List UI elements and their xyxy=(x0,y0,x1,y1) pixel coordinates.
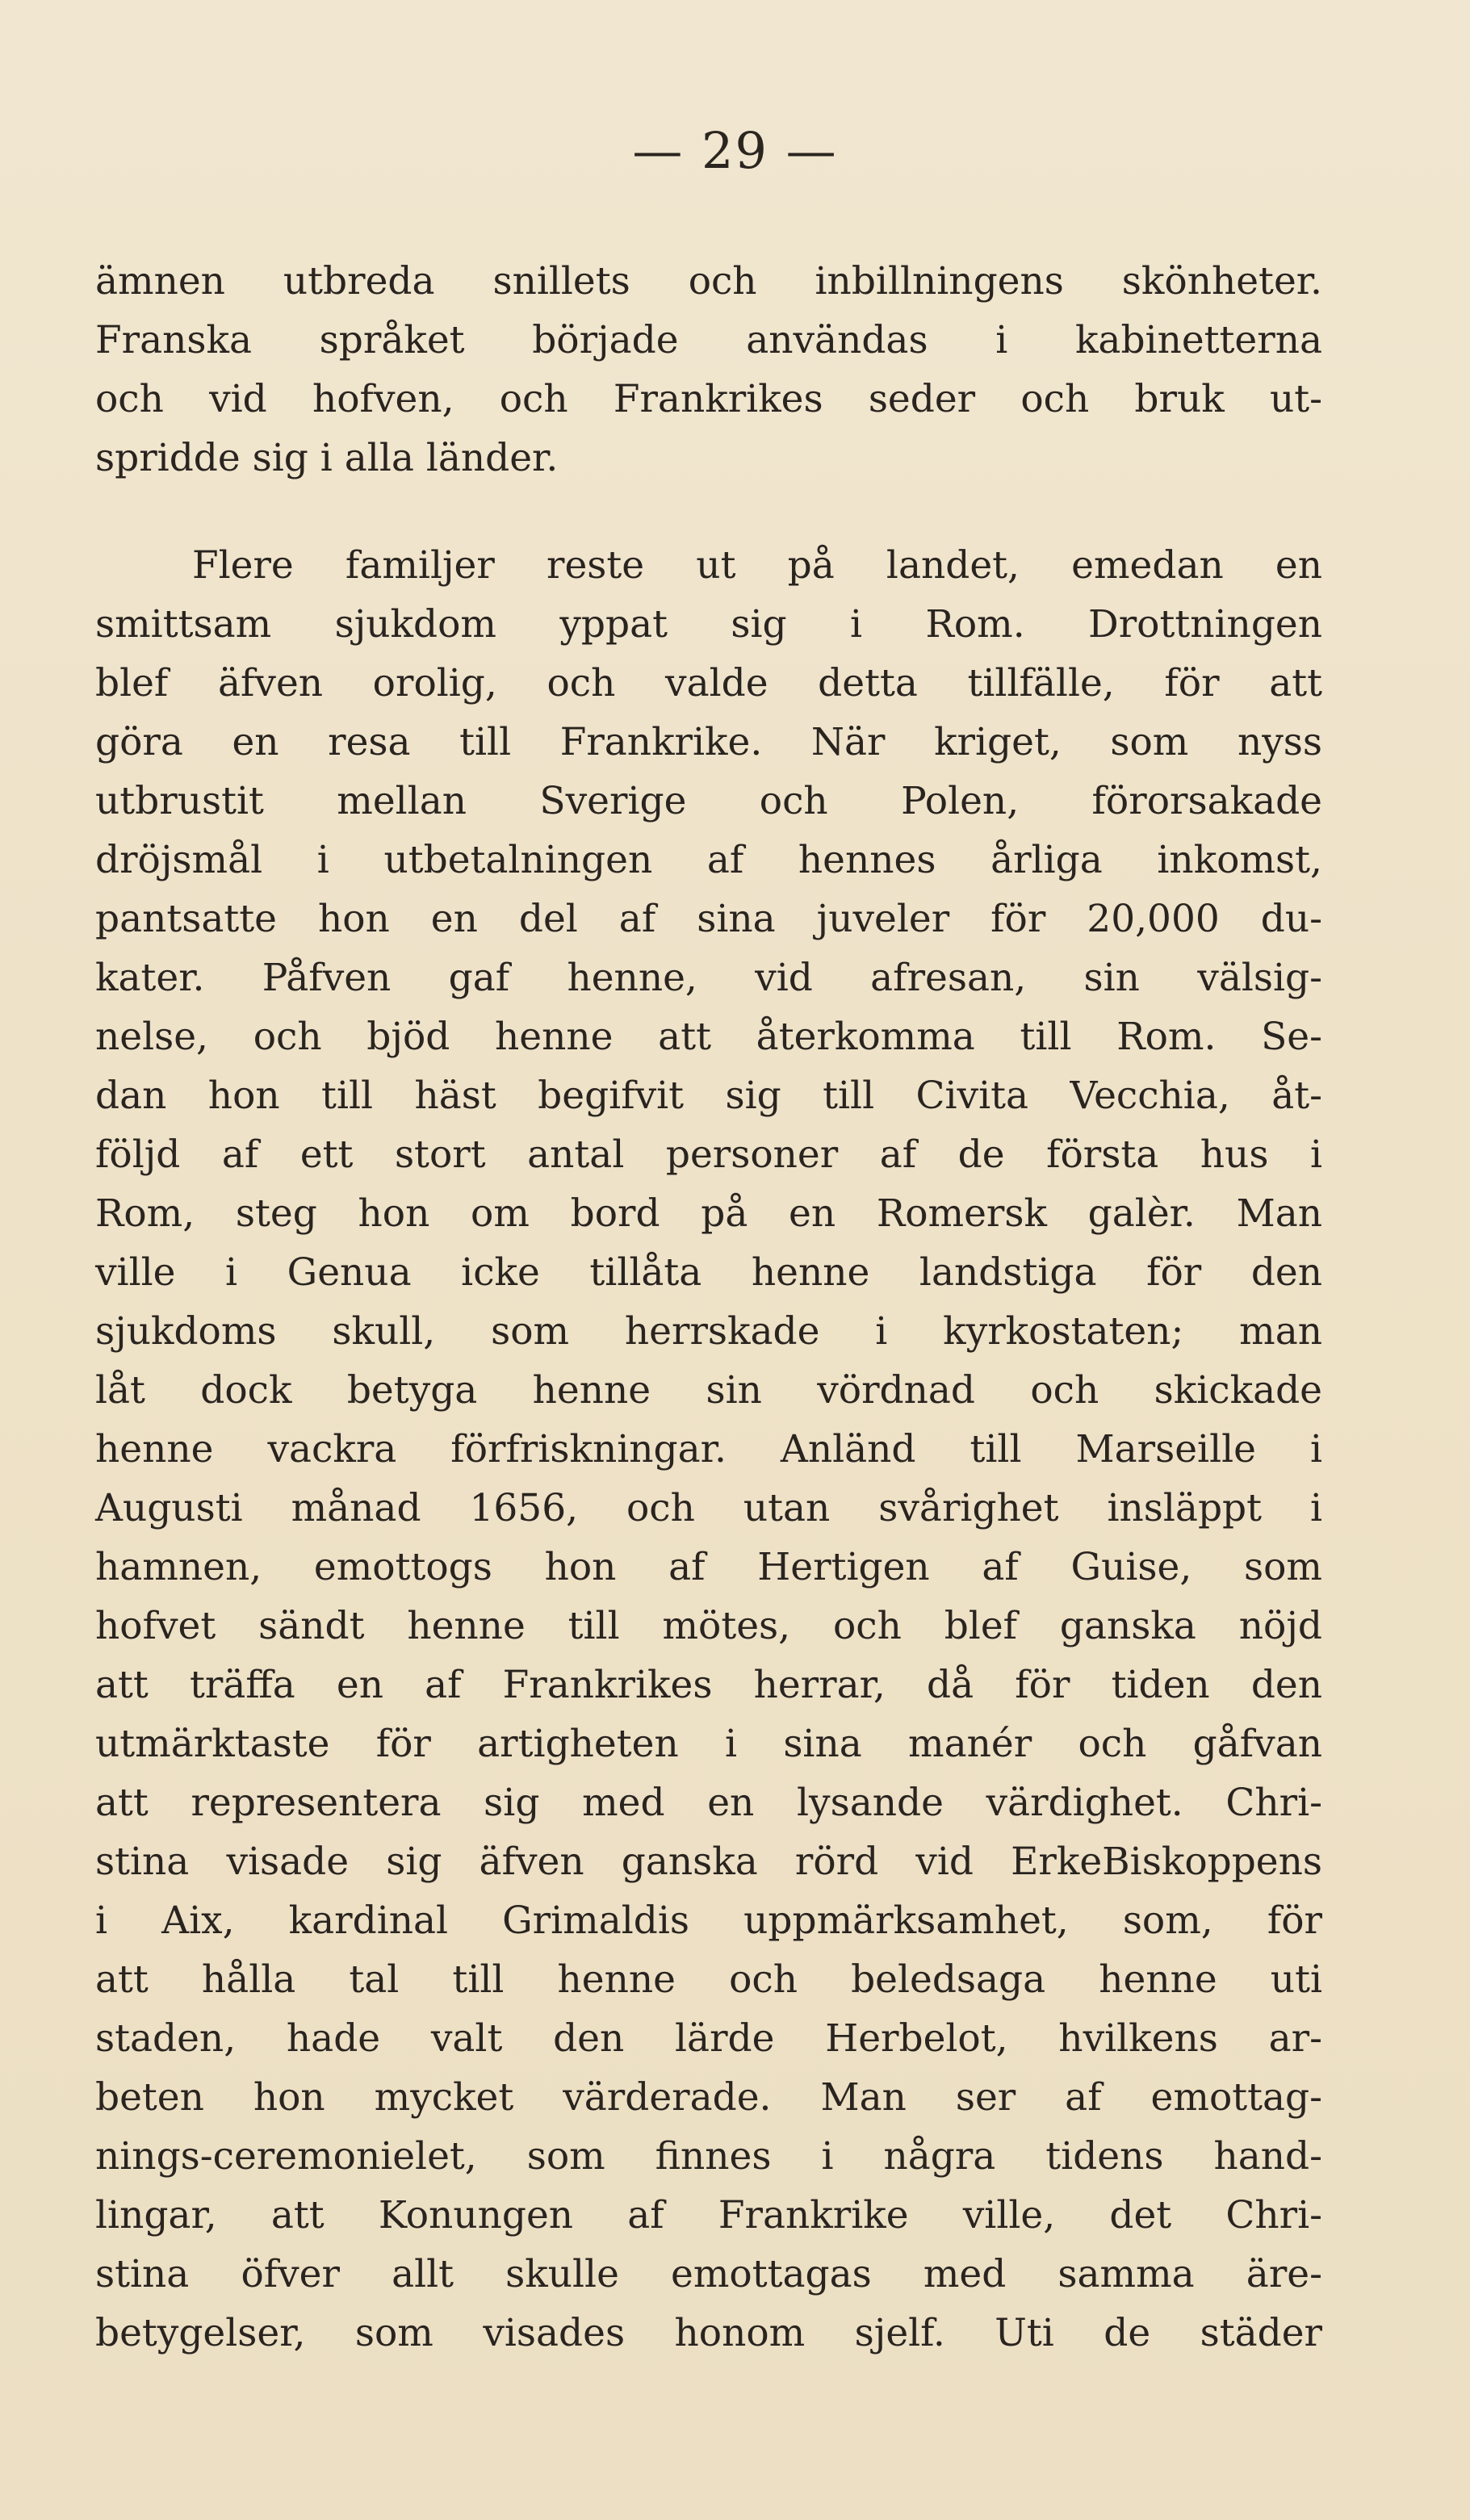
text-line: Augusti månad 1656, och utan svårighet insläppt i xyxy=(95,1486,1322,1530)
text-line: spridde sig i alla länder. xyxy=(95,436,559,480)
text-line: låt dock betyga henne sin vördnad och skickade xyxy=(95,1368,1322,1413)
text-line: betygelser, som visades honom sjelf. Uti de städer xyxy=(95,2311,1322,2355)
text-line: att träffa en af Frankrikes herrar, då för tiden den xyxy=(95,1663,1322,1707)
text-line: dan hon till häst begifvit sig till Civita Vecchia, åt- xyxy=(95,1074,1322,1118)
text-line: följd af ett stort antal personer af de första hus i xyxy=(95,1132,1322,1177)
text-line: att representera sig med en lysande värdighet. Chri- xyxy=(95,1781,1322,1825)
text-line: staden, hade valt den lärde Herbelot, hvilkens ar- xyxy=(95,2016,1322,2061)
text-line: kater. Påfven gaf henne, vid afresan, sin välsig- xyxy=(95,956,1322,1000)
text-line: hamnen, emottogs hon af Hertigen af Guise, som xyxy=(95,1545,1322,1589)
text-line: lingar, att Konungen af Frankrike ville, det Chri- xyxy=(95,2193,1322,2237)
text-line: utmärktaste för artigheten i sina manér och gåfvan xyxy=(95,1722,1322,1766)
text-line: Franska språket började användas i kabinetterna xyxy=(95,318,1322,362)
text-line: i Aix, kardinal Grimaldis uppmärksamhet, som, för xyxy=(95,1898,1322,1943)
text-line: stina visade sig äfven ganska rörd vid ErkeBiskoppens xyxy=(95,1840,1322,1884)
text-line: ämnen utbreda snillets och inbillningens skönheter. xyxy=(95,259,1322,303)
text-line: ville i Genua icke tillåta henne landstiga för den xyxy=(95,1250,1322,1295)
text-line: att hålla tal till henne och beledsaga henne uti xyxy=(95,1957,1322,2002)
text-line: smittsam sjukdom yppat sig i Rom. Drottningen xyxy=(95,602,1322,647)
text-line: sjukdoms skull, som herrskade i kyrkostaten; man xyxy=(95,1309,1322,1354)
text-line: och vid hofven, och Frankrikes seder och bruk ut- xyxy=(95,377,1322,421)
text-line: Rom, steg hon om bord på en Romersk galèr. Man xyxy=(95,1191,1322,1236)
page-number-header: — 29 — xyxy=(632,121,838,180)
text-line: beten hon mycket värderade. Man ser af emottag- xyxy=(95,2075,1322,2120)
text-line: utbrustit mellan Sverige och Polen, förorsakade xyxy=(95,779,1322,823)
paragraph-2 xyxy=(95,536,1322,2363)
text-line: dröjsmål i utbetalningen af hennes årliga inkomst, xyxy=(95,838,1322,882)
text-line: göra en resa till Frankrike. När kriget, som nyss xyxy=(95,720,1322,764)
text-line: Flere familjer reste ut på landet, emedan en xyxy=(192,543,1322,588)
text-line: blef äfven orolig, och valde detta tillfälle, för att xyxy=(95,661,1322,705)
paragraph-1 xyxy=(95,252,1322,488)
text-line: hofvet sändt henne till mötes, och blef ganska nöjd xyxy=(95,1604,1322,1648)
text-line: nelse, och bjöd henne att återkomma till Rom. Se- xyxy=(95,1015,1322,1059)
text-line: henne vackra förfriskningar. Anländ till Marseille i xyxy=(95,1427,1322,1471)
text-line: stina öfver allt skulle emottagas med samma äre- xyxy=(95,2252,1322,2296)
text-line: nings-ceremonielet, som finnes i några tidens hand- xyxy=(95,2134,1322,2179)
text-line: pantsatte hon en del af sina juveler för 20,000 du- xyxy=(95,897,1322,941)
